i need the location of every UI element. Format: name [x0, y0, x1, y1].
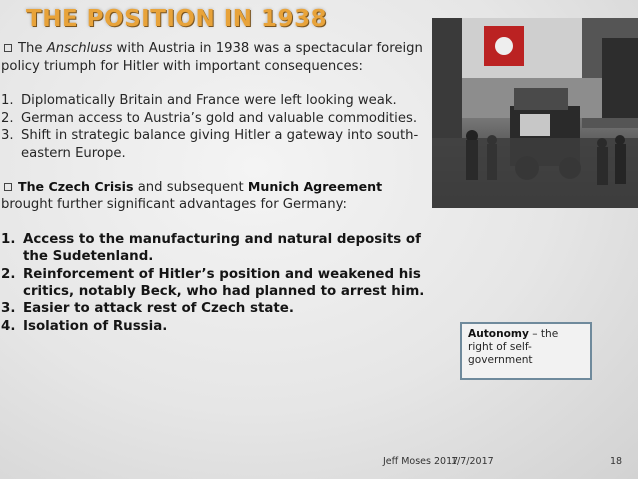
- list-item: 3. Shift in strategic balance giving Hitler a gateway into south-eastern Europe.: [1, 128, 419, 161]
- footer-author: Jeff Moses 2017: [383, 456, 459, 467]
- definition-callout: [460, 322, 592, 380]
- checkbox-bullet-icon: [4, 44, 12, 52]
- anschluss-term: Anschluss: [46, 41, 113, 56]
- czech-crisis-term: The Czech Crisis: [18, 178, 134, 194]
- munich-agreement-term: Munich Agreement: [247, 178, 383, 194]
- autonomy-term: Autonomy: [468, 328, 529, 340]
- page-number: 18: [610, 456, 623, 467]
- intro-paragraph: The Anschluss with Austria in 1938 was a spectacular foreign policy triumph for Hitler with important consequences:: [1, 41, 423, 74]
- historical-photo: [432, 18, 638, 208]
- photo-illustration: [432, 18, 638, 208]
- list-item: 3. Easier to attack rest of Czech state.: [1, 301, 294, 317]
- list-item: 1. Access to the manufacturing and natural deposits of the Sudetenland.: [1, 231, 421, 265]
- consequences-list: [1, 92, 433, 162]
- czech-paragraph: The Czech Crisis and subsequent Munich Agreement brought further significant advantages for Germany:: [1, 178, 383, 213]
- list-item: 2. German access to Austria’s gold and valuable commodities.: [1, 110, 418, 126]
- list-item: 2. Reinforcement of Hitler’s position and weakened his critics, notably Beck, who had planned to arrest him.: [1, 266, 425, 299]
- autonomy-definition: – the right of self-government: [468, 328, 559, 367]
- slide-content: [1, 40, 433, 335]
- advantages-list: [1, 231, 433, 335]
- list-item: 4. Isolation of Russia.: [1, 318, 168, 334]
- checkbox-bullet-icon: [4, 183, 12, 191]
- list-item: 1. Diplomatically Britain and France were left looking weak.: [1, 93, 397, 109]
- footer-date: 1/7/2017: [451, 456, 494, 467]
- slide-title: THE POSITION IN 1938: [26, 6, 328, 32]
